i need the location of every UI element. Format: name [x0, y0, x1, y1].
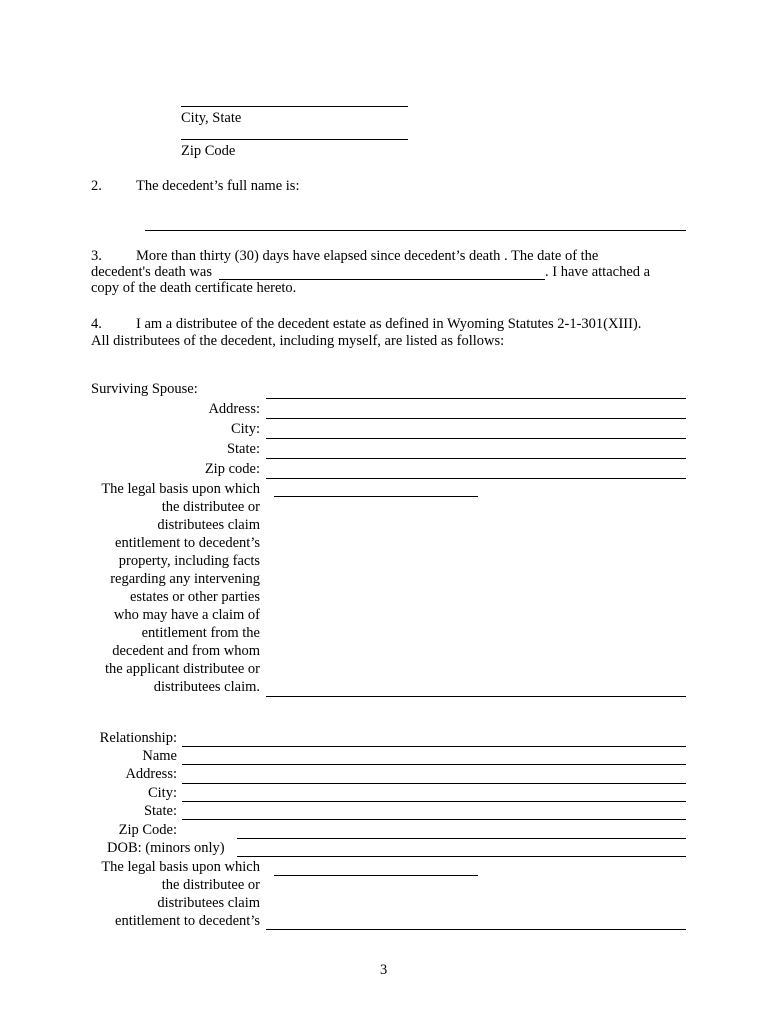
item-4-line2: All distributees of the decedent, including myself, are listed as follows: [91, 333, 505, 349]
spouse-legal-basis-8: who may have a claim of [113, 607, 260, 623]
street-line[interactable] [181, 106, 408, 107]
item-3-line2b: . I have attached a [545, 264, 651, 280]
relative-legal-basis-line[interactable] [266, 929, 686, 930]
spouse-city-label: City: [230, 421, 260, 437]
item-4-line1: I am a distributee of the decedent estate as defined in Wyoming Statutes 2-1-301(XIII). [136, 316, 642, 332]
spouse-legal-basis-3: distributees claim [157, 517, 260, 533]
spouse-legal-basis-5: property, including facts [118, 553, 260, 569]
spouse-legal-basis-10: decedent and from whom [112, 643, 260, 659]
name-label: Name [142, 748, 177, 764]
surviving-spouse-label: Surviving Spouse: [91, 381, 198, 397]
relationship-label: Relationship: [99, 730, 177, 746]
spouse-address-line[interactable] [266, 418, 686, 419]
zip-code-label: Zip Code [181, 143, 236, 159]
spouse-legal-basis-1: The legal basis upon which [101, 481, 260, 497]
item-4-number: 4. [91, 316, 102, 332]
relative-legal-basis-4: entitlement to decedent’s [115, 913, 260, 929]
relative-state-label: State: [143, 803, 177, 819]
relative-address-line[interactable] [182, 783, 686, 784]
relative-zip-line[interactable] [237, 838, 686, 839]
item-2-text: The decedent’s full name is: [136, 178, 300, 194]
relative-legal-basis-3: distributees claim [157, 895, 260, 911]
spouse-legal-basis-2: the distributee or [161, 499, 260, 515]
relationship-line[interactable] [182, 746, 686, 747]
spouse-legal-basis-line[interactable] [266, 696, 686, 697]
relative-state-line[interactable] [182, 819, 686, 820]
dob-label: DOB: (minors only) [107, 840, 225, 856]
spouse-zip-line[interactable] [266, 478, 686, 479]
spouse-legal-basis-12: distributees claim. [153, 679, 260, 695]
spouse-address-label: Address: [208, 401, 260, 417]
spouse-legal-basis-6: regarding any intervening [110, 571, 260, 587]
relative-city-line[interactable] [182, 801, 686, 802]
spouse-legal-basis-4: entitlement to decedent’s [115, 535, 260, 551]
surviving-spouse-line[interactable] [266, 398, 686, 399]
relative-city-label: City: [147, 785, 177, 801]
spouse-state-label: State: [226, 441, 260, 457]
item-3-line1: More than thirty (30) days have elapsed since decedent’s death . The date of the [136, 248, 599, 264]
dob-line[interactable] [237, 856, 686, 857]
relative-legal-basis-2: the distributee or [161, 877, 260, 893]
city-state-label: City, State [181, 110, 242, 126]
decedent-name-line[interactable] [145, 230, 686, 231]
item-2-number: 2. [91, 178, 102, 194]
spouse-legal-basis-9: entitlement from the [141, 625, 260, 641]
relative-legal-basis-short-line[interactable] [274, 875, 478, 876]
spouse-zip-label: Zip code: [204, 461, 260, 477]
spouse-city-line[interactable] [266, 438, 686, 439]
relative-zip-label: Zip Code: [118, 822, 177, 838]
spouse-legal-basis-11: the applicant distributee or [104, 661, 260, 677]
spouse-legal-basis-7: estates or other parties [129, 589, 260, 605]
name-line[interactable] [182, 764, 686, 765]
spouse-legal-basis-short-line[interactable] [274, 496, 478, 497]
city-state-line[interactable] [181, 139, 408, 140]
relative-legal-basis-1: The legal basis upon which [101, 859, 260, 875]
item-3-line2a: decedent's death was [91, 264, 212, 280]
relative-address-label: Address: [125, 766, 177, 782]
spouse-state-line[interactable] [266, 458, 686, 459]
page-number: 3 [380, 962, 388, 978]
item-3-line3: copy of the death certificate hereto. [91, 280, 297, 296]
item-3-number: 3. [91, 248, 102, 264]
